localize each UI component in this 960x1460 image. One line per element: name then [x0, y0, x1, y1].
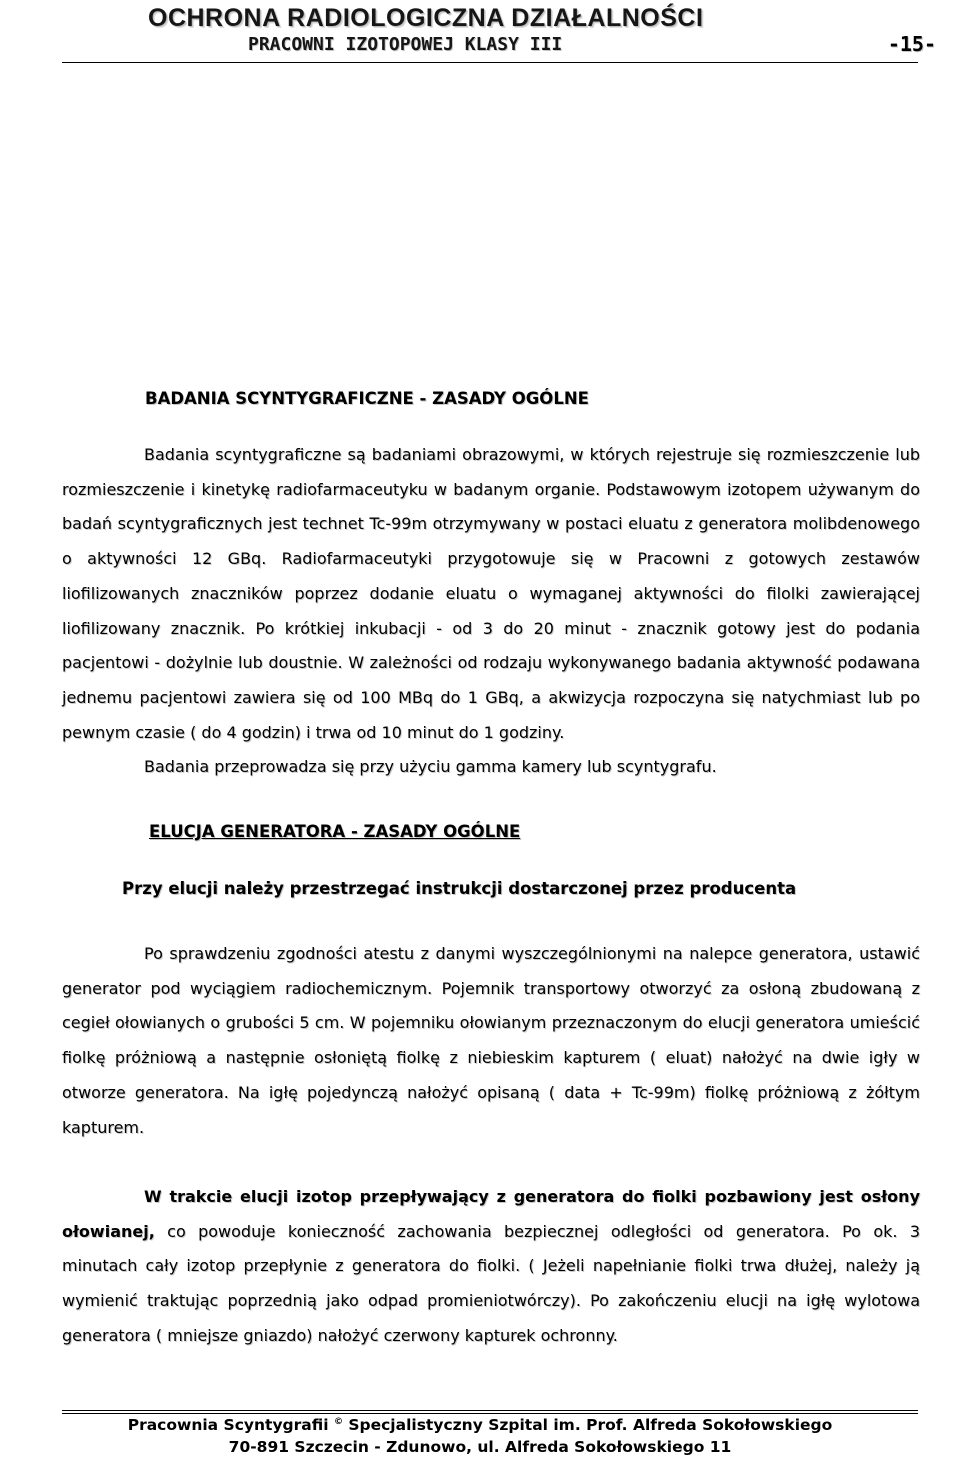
header-rule: [62, 62, 918, 63]
page-number: -15-: [887, 32, 936, 56]
footer-line-2: 70-891 Szczecin - Zdunowo, ul. Alfreda Sokołowskiego 11: [228, 1438, 732, 1456]
elution-warning-bold: W trakcie elucji izotop przepływający z generatora do fiolki pozbawiony jest osłony ołowianej,: [62, 1187, 920, 1241]
footer-line-1: Pracownia Scyntygrafii © Specjalistyczny Szpital im. Prof. Alfreda Sokołowskiego: [127, 1416, 833, 1434]
footer-rule-2: [62, 1413, 918, 1414]
section-heading-elution: ELUCJA GENERATORA - ZASADY OGÓLNE: [149, 822, 521, 841]
elution-paragraph-1: [62, 937, 920, 1145]
section-heading-scintigraphy: BADANIA SCYNTYGRAFICZNE - ZASADY OGÓLNE: [145, 389, 589, 408]
section-scintigraphy-body: [62, 438, 920, 785]
elution-paragraph-1-text: Po sprawdzeniu zgodności atestu z danymi wyszczególnionymi na nalepce generatora, ustawić generator pod wyciągiem radiochemicznym. Pojemnik transportowy otworzyć za osłoną zbudowaną z cegieł ołowianych o grubości 5 cm. W pojemniku ołowianym przeznaczonym do elucji generatora umieścić fiolkę próżniową a następnie osłoniętą fiolkę z niebieskim kapturem ( eluat) nałożyć na dwie igły w otworze generatora. Na igłę pojedynczą nałożyć opisaną ( data + Tc-99m) fiolkę próżniową z żółtym kapturem.: [62, 944, 920, 1137]
elution-paragraph-2: [62, 1180, 920, 1354]
scintigraphy-closing: Badania przeprowadza się przy użyciu gamma kamery lub scyntygrafu.: [144, 757, 717, 777]
elution-instruction-heading: Przy elucji należy przestrzegać instrukcji dostarczonej przez producenta: [122, 879, 797, 898]
footer-rule-1: [62, 1410, 918, 1411]
header-title: OCHRONA RADIOLOGICZNA DZIAŁALNOŚCI: [148, 4, 704, 32]
elution-paragraph-2-text: co powoduje konieczność zachowania bezpiecznej odległości od generatora. Po ok. 3 minutach cały izotop przepłynie z generatora do fiolki. ( Jeżeli napełnianie fiolki trwa dłużej, należy ją wymienić traktując poprzednią jako odpad promieniotwórczy). Po zakończeniu elucji na igłę wylotowa generatora ( mniejsze gniazdo) nałożyć czerwony kapturek ochronny.: [62, 1221, 920, 1345]
header-subtitle: PRACOWNI IZOTOPOWEJ KLASY III: [248, 34, 563, 55]
copyright-mark: ©: [333, 1416, 343, 1427]
scintigraphy-paragraph: Badania scyntygraficzne są badaniami obrazowymi, w których rejestruje się rozmieszczenie lub rozmieszczenie i kinetykę radiofarmaceutyku w badanym organie. Podstawowym izotopem używanym do badań scyntygraficznych jest technet Tc-99m otrzymywany w postaci eluatu z generatora molibdenowego o aktywności 12 GBq. Radiofarmaceutyki przygotowuje się w Pracowni z gotowych zestawów liofilizowanych znaczników poprzez dodanie eluatu o wymaganej aktywności do filolki zawierającej liofilizowany znacznik. Po krótkiej inkubacji - od 3 do 20 minut - znacznik gotowy jest do podania pacjentowi - dożylnie lub doustnie. W zależności od rodzaju wykonywanego badania aktywność podawana jednemu pacjentowi zawiera się od 100 MBq do 1 GBq, a akwizycja rozpoczyna się natychmiast lub po pewnym czasie ( do 4 godzin) i trwa od 10 minut do 1 godziny.: [62, 445, 920, 742]
